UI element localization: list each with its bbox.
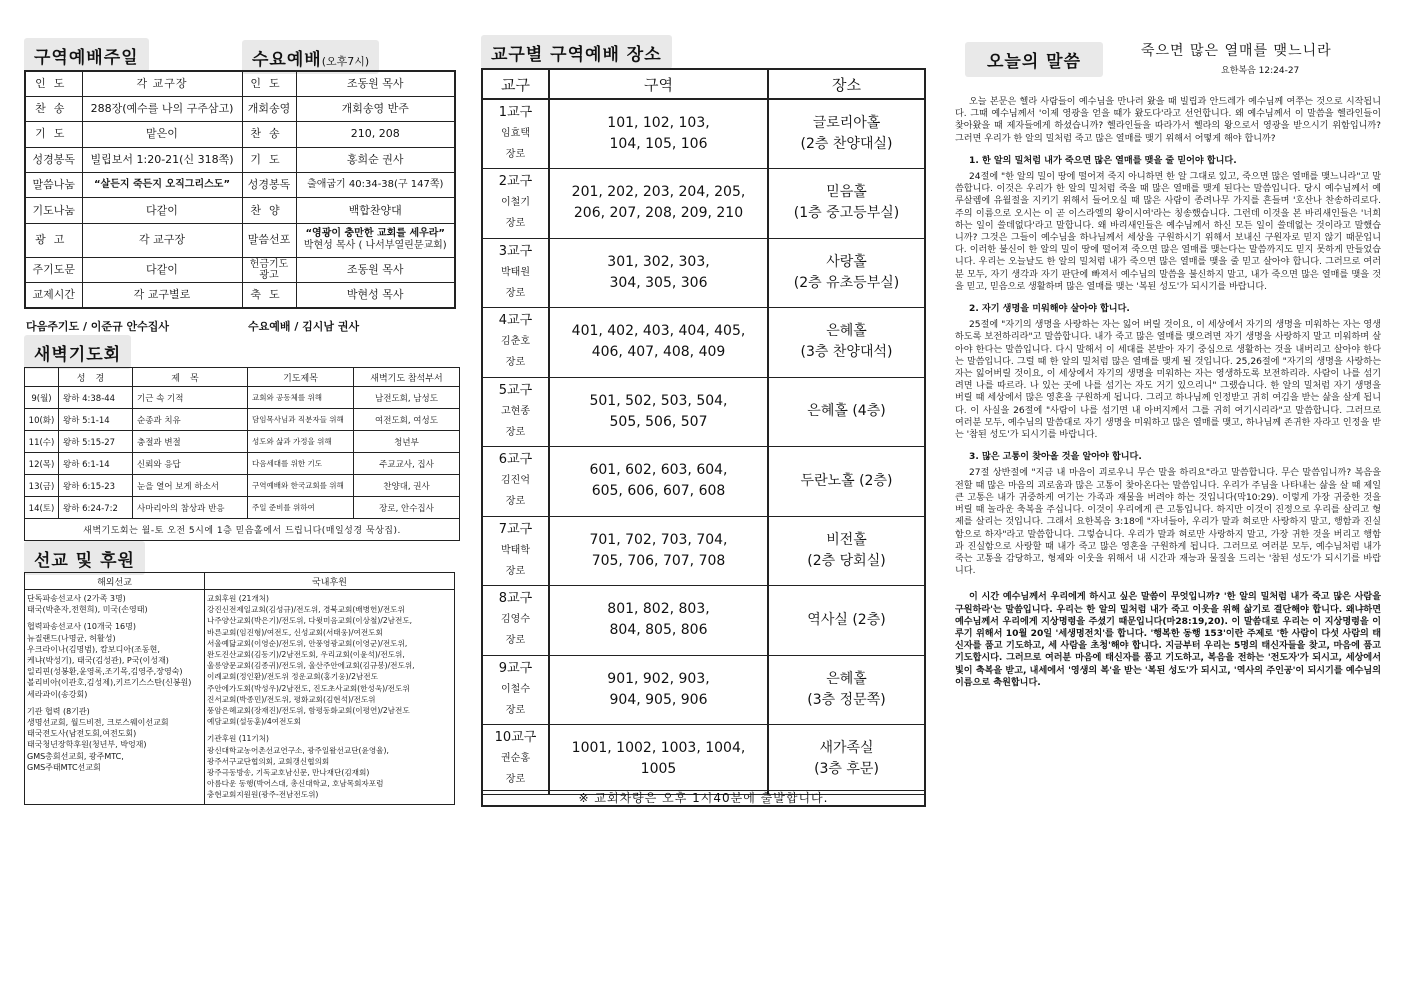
place-cell	[768, 586, 925, 656]
area-cell	[549, 586, 768, 656]
mission-item: 광신대학교농어촌선교연구소, 광주일왈선교단(윤영율),	[207, 745, 389, 755]
mission-title: 선교 및 후원	[24, 541, 145, 575]
domestic-support-list	[205, 590, 455, 805]
mission-item: 단독파송선교사 (2가족 3명)	[27, 594, 126, 603]
mission-support-table	[24, 572, 455, 805]
mission-item: 교회후원 (21개처)	[207, 594, 270, 603]
mission-item: 강진신전제일교회(김성규)/전도위, 경북교회(배병헌)/전도위	[207, 605, 405, 615]
service-label: 찬송	[242, 122, 296, 147]
dawn-dept: 찬양대, 권사	[354, 475, 460, 497]
area-line: 101, 102, 103,	[607, 115, 710, 131]
mission-header-overseas: 해외선교	[25, 573, 205, 590]
district-row	[482, 169, 925, 239]
dawn-day: 11(수)	[25, 431, 59, 453]
dawn-header: 제목	[133, 368, 248, 387]
service-row	[25, 122, 455, 147]
place-line: (2층 당회실)	[807, 552, 886, 569]
sermon-reference: 요한복음 12:24-27	[1221, 66, 1300, 76]
area-line: 701, 702, 703, 704,	[589, 531, 728, 548]
service-label: 인도	[25, 71, 82, 96]
sermon-body	[955, 96, 1381, 816]
service-label: 교제시간	[25, 283, 82, 308]
district-row	[482, 655, 925, 725]
area-cell	[549, 447, 768, 517]
dawn-row	[25, 387, 460, 409]
place-line: 비전홀	[826, 531, 867, 548]
service-label: 인도	[242, 71, 296, 96]
mission-item: 풍암은혜교회(장재진)/전도위, 함평동화교회(이평연)/2남전도	[207, 706, 410, 716]
mission-item: 서울예닮교회(이영순)/전도위, 안풍영광교회(이영군)/전도위,	[207, 638, 408, 648]
mission-item: 바른교회(임진형)/여전도, 신성교회(서태웅)/여전도회	[207, 627, 383, 637]
district-cell	[482, 99, 549, 169]
district-number: 1교구	[498, 105, 533, 120]
district-number: 7교구	[498, 521, 533, 537]
service-value: 다같이	[82, 198, 242, 223]
area-cell	[549, 655, 768, 725]
district-leader: 이철수	[501, 683, 530, 695]
district-leader-role: 장로	[505, 149, 526, 160]
mission-item: 일리핀(성봉환,윤영록,조기목,김영주,장영숙)	[27, 667, 183, 677]
overseas-mission-list	[25, 590, 205, 805]
service-value: 맡은이	[82, 122, 242, 147]
dawn-scripture: 왕하 5:1-14	[59, 409, 133, 431]
place-cell	[768, 238, 925, 308]
sermon-section-header	[965, 42, 1103, 77]
dawn-prayer: 담임목사님과 직분자들 위해	[248, 409, 354, 431]
service-label: 찬양	[242, 198, 296, 223]
mission-item: 협력파송선교사 (10개국 16명)	[27, 622, 136, 632]
mission-item: 태국전도사(남전도회,여전도회)	[27, 729, 137, 739]
dawn-row	[25, 475, 460, 497]
dawn-dept: 장로, 안수집사	[354, 497, 460, 519]
district-number: 6교구	[498, 452, 533, 468]
col-header-place: 장소	[768, 69, 925, 99]
place-line: (3층 후문)	[814, 761, 879, 778]
dawn-note: 새벽기도회는 월-토 오전 5시에 1층 믿음홀에서 드립니다(매일성경 묵상집).	[25, 519, 460, 541]
district-number: 9교구	[498, 660, 533, 676]
area-line: 401, 402, 403, 404, 405,	[571, 323, 746, 340]
sermon-title: 죽으면 많은 열매를 맺느니라	[1141, 43, 1332, 59]
area-cell	[549, 238, 768, 308]
district-leader: 이철기	[501, 197, 530, 209]
dawn-header: 기도제목	[248, 368, 354, 387]
place-cell	[768, 725, 925, 795]
vehicle-note: ※ 교회차량은 오후 1시40분에 출발합니다.	[481, 790, 926, 807]
mission-item: 나주양산교회(박은기)/전도위, 다윗미음교회(이상철)/2남전도,	[207, 616, 413, 626]
dawn-header: 새벽기도 참석부서	[354, 368, 460, 387]
district-cell	[482, 447, 549, 517]
place-line: 은혜홀	[826, 323, 867, 340]
service-label: 헌금기도 광고	[242, 257, 296, 282]
district-row	[482, 516, 925, 586]
dawn-prayer: 성도와 삶과 가정을 위해	[248, 431, 354, 453]
service-label: 개회송영	[242, 96, 296, 121]
dawn-row	[25, 453, 460, 475]
service-value: 조동원 목사	[296, 71, 455, 96]
worship-section-header	[24, 38, 149, 72]
district-leader: 임효택	[501, 128, 530, 139]
place-cell	[768, 308, 925, 378]
dawn-row	[25, 431, 460, 453]
dawn-topic: 충절과 변절	[133, 431, 248, 453]
district-location-table	[481, 68, 926, 795]
mission-item: GMS주태MTC선교회	[27, 762, 101, 772]
area-line: 304, 305, 306	[609, 274, 708, 291]
mission-item: 아름다운 동행(박어스대, 총신대학교, 호남목회자포럼	[207, 779, 384, 789]
service-row	[25, 147, 455, 172]
place-cell	[768, 447, 925, 517]
service-label: 주기도문	[25, 257, 82, 282]
dawn-scripture: 왕하 4:38-44	[59, 387, 133, 409]
place-cell	[768, 655, 925, 725]
place-line: (1층 중고등부실)	[793, 205, 900, 222]
district-row	[482, 238, 925, 308]
area-line: 406, 407, 408, 409	[591, 344, 726, 361]
area-line: 804, 805, 806	[609, 622, 708, 639]
mission-item: 광주극동방송, 기독교호남신문, 만나재단(김재회)	[207, 768, 370, 778]
mission-item: 주안에가도회(박성우)/2남전도, 진도초사교회(한성욱)/전도위	[207, 683, 410, 693]
area-line: 301, 302, 303,	[607, 253, 710, 270]
dawn-prayer: 다음세대를 위한 기도	[248, 453, 354, 475]
area-line: 505, 506, 507	[609, 413, 708, 430]
district-leader: 김춘호	[501, 336, 530, 348]
mission-item: 케냐(박성기), 태국(김성관), P국(이성재)	[27, 656, 169, 666]
mission-item: 광주서구교단협의회, 교회갱신협의회	[207, 756, 330, 766]
place-cell	[768, 99, 925, 169]
service-row	[25, 223, 455, 257]
dawn-row	[25, 409, 460, 431]
district-leader: 권순홍	[501, 753, 530, 765]
dawn-topic: 기근 속 기적	[133, 387, 248, 409]
area-line: 904, 905, 906	[609, 691, 708, 708]
service-row	[25, 283, 455, 308]
mission-item: 예담교회(설동훈)/4여전도회	[207, 717, 302, 727]
place-line: (3층 정문쪽)	[807, 691, 886, 708]
dawn-scripture: 왕하 6:24-7:2	[59, 497, 133, 519]
sermon-point-heading: 3. 많은 고통이 찾아올 것을 알아야 합니다.	[969, 452, 1142, 463]
district-leader-role: 장로	[505, 357, 526, 369]
area-line: 901, 902, 903,	[607, 670, 710, 687]
service-label: 말씀나눔	[25, 173, 82, 198]
mission-item: 볼리비아(이관호,김성제),키르기스스탄(신봉원)	[27, 678, 192, 688]
sermon-paragraph: 오늘 본문은 헬라 사람들이 예수님을 만나러 왔을 때 빌립과 안드레가 예수님께 여쭈는 것으로 시작됩니다. 그때 예수님께서 '이제 영광을 얻을 때가 왔도다'라고 선언합니다. 왜 예수님께서 이 말씀을 헬라인들이 찾아왔을 때 제자들에게 하셨습니까? 헬라인들을 따라가서 헬라의 왕으로서 영광을 받으시기 위함입니까? 그러면 우리가 한 알의 밀처럼 죽고 많은 열매를 맺기 위해서 어떻게 해야 합니까?	[955, 97, 1381, 144]
service-value: 조동원 목사	[296, 257, 455, 282]
place-line: (2층 유초등부실)	[793, 274, 900, 291]
service-label: 찬송	[25, 96, 82, 121]
next-week-left: 다음주기도 / 이준규 안수집사	[26, 320, 170, 333]
col-header-area: 구역	[549, 69, 768, 99]
mission-item: 태국(박춘자,전현희), 미국(손영태)	[27, 605, 148, 615]
place-line: 역사실 (2층)	[807, 611, 886, 628]
sermon-paragraph: 25절에 "자기의 생명을 사랑하는 자는 잃어 버릴 것이요, 이 세상에서 자기의 생명을 미워하는 자는 영생하도록 보전하리라"고 말씀합니다. 내가 죽고 많은 열매를 맺으려면 자기 생명을 사랑하지 말고 미워하며 살아야 한다는 말씀입니다. 다시 말해서 이 세대를 본받아 자기 중심으로 생활하는 것을 내버리고 살아야 한다는 말씀입니다. 그럴 때 한 알의 밀처럼 많은 열매를 맺게 될 것입니다. 25,26절에 "자기의 생명을 사랑하는 자는 잃어버릴 것이요, 이 세상에서 자기의 생명을 미워하는 자는 영생하도록 보전하리라. 사람이 나를 섬기려면 나를 따르라. 나 있는 곳에 나를 섬기는 자도 거기 있으리니" 그랬습니다. 한 알의 밀처럼 자기 생명을 버릴 때 세상에서 많은 영혼을 구원하게 됩니다. 그리고 하나님께 인정받고 귀히 여김을 받는 삶을 살게 됩니다. 이 사실을 26절에 "사람이 나를 섬기면 내 아버지께서 그를 귀히 여기시리라"고 말씀합니다. 그러므로 여러분 모두, 예수님의 말씀대로 자기 생명을 미워하고 많은 열매를 맺고, 하나님께 존귀한 자라고 인정을 받는 '참된 성도'가 되시기를 바랍니다.	[955, 320, 1381, 441]
dawn-prayer-table	[24, 367, 460, 541]
district-number: 10교구	[494, 730, 537, 746]
sermon-preacher: 박현성 목사 ( 나서부열린문교회)	[303, 240, 447, 252]
dawn-header: 성경	[59, 368, 133, 387]
place-cell	[768, 516, 925, 586]
district-leader: 김진억	[501, 475, 530, 487]
dawn-topic: 눈을 열어 보게 하소서	[133, 475, 248, 497]
place-line: 두란노홀 (2층)	[800, 472, 893, 489]
district-number: 3교구	[498, 243, 533, 259]
service-value: “살든지 죽든지 오직그리스도”	[82, 173, 242, 198]
service-row	[25, 173, 455, 198]
dawn-header	[25, 368, 59, 387]
dawn-dept: 여전도회, 여성도	[354, 409, 460, 431]
district-row	[482, 99, 925, 169]
next-week-right: 수요예배 / 김시남 권사	[248, 320, 360, 333]
service-label: 기도나눔	[25, 198, 82, 223]
dawn-topic: 신뢰와 응답	[133, 453, 248, 475]
area-line: 1001, 1002, 1003, 1004, 1005	[571, 740, 746, 778]
place-line: 글로리아홀	[812, 115, 881, 131]
area-cell	[549, 308, 768, 378]
service-value	[296, 223, 455, 257]
sermon-section-title: 오늘의 말씀	[965, 42, 1103, 77]
district-cell	[482, 308, 549, 378]
district-cell	[482, 377, 549, 447]
district-leader: 김영수	[501, 614, 530, 626]
district-row	[482, 725, 925, 795]
place-line: (3층 찬양대석)	[800, 344, 893, 361]
sermon-title-text: “영광이 충만한 교회를 세우라”	[305, 228, 445, 240]
service-value: 개회송영 반주	[296, 96, 455, 121]
mission-item: 우크라이나(김명범), 캄보디아(조동현,	[27, 644, 160, 654]
district-section-header	[481, 35, 672, 69]
mission-item: 완도진산교회(김동기)/2남전도회, 우리교회(이윤석)/전도위,	[207, 650, 405, 660]
mission-item: 울릉양문교회(김종귀)/전도위, 울산주안에교회(김규봉)/전도위,	[207, 661, 415, 671]
mission-item: 기관후원 (11기처)	[207, 734, 270, 744]
dawn-dept: 주교교사, 집사	[354, 453, 460, 475]
place-line: 사랑홀	[826, 253, 867, 270]
district-leader: 고현종	[501, 405, 530, 417]
district-number: 4교구	[498, 313, 533, 329]
district-number: 2교구	[498, 174, 533, 190]
mission-item: 기관 협력 (8기관)	[27, 706, 90, 716]
service-value: 빌립보서 1:20-21(신 318쪽)	[82, 147, 242, 172]
service-label: 축도	[242, 283, 296, 308]
mission-section-header	[24, 541, 145, 575]
mission-item: 진서교회(박종민)/전도위, 평화교회(김현석)/전도위	[207, 694, 376, 704]
dawn-prayer: 구역예배와 한국교회를 위해	[248, 475, 354, 497]
service-label: 말씀선포	[242, 223, 296, 257]
area-cell	[549, 516, 768, 586]
area-line: 201, 202, 203, 204, 205,	[571, 184, 746, 201]
dawn-row	[25, 497, 460, 519]
area-line: 605, 606, 607, 608	[591, 483, 726, 500]
area-line: 801, 802, 803,	[607, 601, 710, 618]
area-line: 104, 105, 106	[609, 136, 708, 152]
service-value: 288장(예수를 나의 구주삼고)	[82, 96, 242, 121]
mission-item: 세라과이(송강회)	[27, 689, 88, 699]
district-leader-role: 장로	[505, 565, 526, 577]
service-value: 210, 208	[296, 122, 455, 147]
service-label: 기도	[25, 122, 82, 147]
district-leader-role: 장로	[505, 704, 526, 716]
district-row	[482, 447, 925, 517]
district-leader: 박태학	[501, 544, 530, 556]
service-row	[25, 257, 455, 282]
area-line: 601, 602, 603, 604,	[589, 462, 728, 479]
district-leader-role: 장로	[505, 426, 526, 438]
service-row	[25, 71, 455, 96]
area-cell	[549, 169, 768, 239]
area-line: 501, 502, 503, 504,	[589, 392, 728, 409]
mission-item: 태국청년장학후원(청년부, 박엉재)	[27, 740, 147, 750]
dawn-day: 13(금)	[25, 475, 59, 497]
dawn-prayer: 주일 준비를 위하여	[248, 497, 354, 519]
service-value: 홍희순 권사	[296, 147, 455, 172]
dawn-scripture: 왕하 5:15-27	[59, 431, 133, 453]
dawn-day: 10(화)	[25, 409, 59, 431]
district-leader-role: 장로	[505, 774, 526, 786]
area-line: 705, 706, 707, 708	[591, 552, 726, 569]
service-value: 각 교구별로	[82, 283, 242, 308]
mission-header-domestic: 국내후원	[205, 573, 455, 590]
district-number: 8교구	[498, 591, 533, 607]
sermon-point-heading: 2. 자기 생명을 미워해야 살아야 합니다.	[969, 304, 1130, 315]
dawn-title: 새벽기도회	[24, 335, 131, 369]
mission-item: 생명선교회, 월드비전, 크로스웨이선교회	[27, 718, 169, 728]
district-leader: 박태원	[501, 266, 530, 278]
district-row	[482, 586, 925, 656]
service-value: 출애굽기 40:34-38(구 147쪽)	[296, 173, 455, 198]
service-value: 백합찬양대	[296, 198, 455, 223]
district-leader-role: 장로	[505, 287, 526, 299]
service-value: 각 교구장	[82, 71, 242, 96]
district-cell	[482, 238, 549, 308]
place-cell	[768, 169, 925, 239]
service-label: 성경봉독	[25, 147, 82, 172]
district-cell	[482, 725, 549, 795]
mission-item: 뉴질랜드(나명균, 허활성)	[27, 633, 116, 643]
place-cell	[768, 377, 925, 447]
district-title: 교구별 구역예배 장소	[481, 35, 672, 69]
place-line: 은혜홀 (4층)	[807, 403, 886, 420]
sermon-point-heading: 1. 한 알의 밀처럼 내가 죽으면 많은 열매를 맺을 줄 믿어야 합니다.	[969, 155, 1237, 166]
dawn-scripture: 왕하 6:1-14	[59, 453, 133, 475]
dawn-day: 12(목)	[25, 453, 59, 475]
dawn-dept: 남전도회, 남성도	[354, 387, 460, 409]
place-line: 은혜홀	[826, 670, 867, 687]
dawn-day: 14(토)	[25, 497, 59, 519]
area-line: 206, 207, 208, 209, 210	[573, 205, 744, 222]
area-cell	[549, 377, 768, 447]
area-cell	[549, 99, 768, 169]
service-value: 각 교구장	[82, 223, 242, 257]
mission-item: 이례교회(정인환)/전도위 정운교회(홍기웅)/2남전도	[207, 672, 378, 682]
sermon-paragraph: 24절에 "한 알의 밀이 땅에 떨어져 죽지 아니하면 한 알 그대로 있고, 죽으면 많은 열매를 맺느니라"고 말씀합니다. 이것은 우리가 한 알의 밀처럼 죽을 때 많은 열매를 맺게 된다는 말씀입니다. 당시 예수님께서 예루살렘에 유월절을 지키기 위해서 들어오실 때 많은 사람이 종려나무 가지를 흔들며 '호산나 찬송하리로다. 주의 이름으로 오시는 이 곧 이스라엘의 왕이시여'라는 칭송했습니다. 그런데 이것을 본 바리새인들은 '너희 하는 일이 쓸데없다'라고 말합니다. 왜 바리새인들은 예수님께서 하신 모든 일이 쓸데없는 것이라고 말했습니까? 그것은 그들이 예수님을 하나님께서 세상을 구원하시기 위해서 보내신 구원자로 믿지 않기 때문입니다. 이러한 불신이 한 알의 밀이 땅에 떨어져 죽으면 많은 열매를 맺는다는 말씀까지도 믿지 못하게 만들었습니다. 우리는 오늘날도 한 알의 밀처럼 내가 죽으면 많은 열매를 맺을 줄 믿고 살아야 합니다. 그러므로 여러분 모두, 자기 생각과 자기 판단에 빠져서 예수님의 말씀을 불신하지 말고, 내가 죽으면 많은 열매를 맺을 것을 믿고, 믿음으로 생활하며 많은 열매를 맺는 '복된 성도'가 되시기를 바랍니다.	[955, 172, 1381, 292]
dawn-topic: 순종과 치유	[133, 409, 248, 431]
sermon-paragraph: 27절 상반절에 "지금 내 마음이 괴로우니 무슨 말을 하리요"라고 말씀합니다. 무슨 말씀입니까? 복음을 전할 때 많은 마음의 괴로움과 많은 고통이 찾아온다는 말씀입니다. 우리가 주님을 나타내는 삶을 살 때 제일 큰 고통은 내가 귀중하게 여기는 가족과 재물을 버려야 하는 것입니다(막10:29). 이렇게 가장 귀중한 것을 버릴 때 놀라운 축복을 주십니다. 이것이 우리에게 큰 고통입니다. 하지만 이것이 진정으로 우리를 살리고 형제를 살리는 것입니다. 그래서 요한복음 3:18에 "자녀들아, 우리가 말과 혀로만 사랑하지 말고, 행함과 진실함으로 하자"라고 말씀합니다. 그렇습니다. 우리가 말과 혀로만 사랑하지 말고, 가장 귀한 것을 버리고 행함과 진실함으로 사랑할 때 내가 죽고 많은 영혼을 구원하게 됩니다. 그러므로 여러분 모두, 예수님처럼 내가 죽는 고통을 감당하고, 형제와 이웃을 위해서 내 시간과 재능과 물질을 드리는 '참된 성도'가 되시기를 바랍니다.	[955, 468, 1381, 577]
district-cell	[482, 516, 549, 586]
wed-section-header	[242, 40, 379, 74]
wed-title: 수요예배(오후7시)	[242, 40, 379, 74]
worship-title: 구역예배주일	[24, 38, 149, 72]
district-cell	[482, 586, 549, 656]
col-header-district: 교구	[482, 69, 549, 99]
dawn-dept: 청년부	[354, 431, 460, 453]
service-row	[25, 198, 455, 223]
district-row	[482, 308, 925, 378]
district-cell	[482, 169, 549, 239]
service-value: 박현성 목사	[296, 283, 455, 308]
dawn-day: 9(월)	[25, 387, 59, 409]
dawn-prayer: 교회와 공동체를 위해	[248, 387, 354, 409]
sermon-paragraph: 이 시간 예수님께서 우리에게 하시고 싶은 말씀이 무엇입니까? '한 알의 밀처럼 내가 죽고 많은 사람을 구원하라'는 말씀입니다. 우리는 한 알의 밀처럼 내가 죽고 이웃을 위해 삶기로 결단해야 합니다. 왜냐하면 예수님께서 우리에게 지상명령을 주셨기 때문입니다(마28:19,20). 이 말씀대로 우리는 이 지상명령을 이루기 위해서 10월 20일 '세생명전치'를 합니다. '행복한 동행 153'이란 주제로 '한 사람이 다섯 사람의 태신자를 품고 기도하고, 세 사람을 초청'해야 합니다. 지금부터 우리는 5명의 태신자들을 찾고, 마음에 품고 기도합시다. 그러므로 여러분 마음에 태신자를 품고 기도하고, 복음을 전하는 '전도자'가 되시고, 세상에서 빛이 축복을 받고, 내세에서 '영생의 복'을 받는 '복된 성도'가 되시고, '역사의 주인공'이 되시기를 예수님의 이름으로 축원합니다.	[955, 592, 1381, 688]
district-cell	[482, 655, 549, 725]
service-row	[25, 96, 455, 121]
district-row	[482, 377, 925, 447]
mission-item: 충현교회지원원(광주-전남전도위)	[207, 790, 319, 800]
district-leader-role: 장로	[505, 218, 526, 230]
place-line: (2층 찬양대실)	[800, 136, 893, 152]
service-label: 성경봉독	[242, 173, 296, 198]
service-label: 광고	[25, 223, 82, 257]
dawn-scripture: 왕하 6:15-23	[59, 475, 133, 497]
mission-item: GMS총회선교회, 광주MTC,	[27, 751, 124, 761]
dawn-topic: 사마리아의 참상과 반응	[133, 497, 248, 519]
service-order-table	[24, 70, 456, 309]
dawn-section-header	[24, 335, 131, 369]
area-cell	[549, 725, 768, 795]
district-leader-role: 장로	[505, 635, 526, 647]
place-line: 믿음홀	[826, 184, 867, 201]
district-leader-role: 장로	[505, 496, 526, 508]
service-label: 기도	[242, 147, 296, 172]
district-number: 5교구	[498, 382, 533, 398]
service-value: 다같이	[82, 257, 242, 282]
place-line: 새가족실	[819, 740, 874, 757]
